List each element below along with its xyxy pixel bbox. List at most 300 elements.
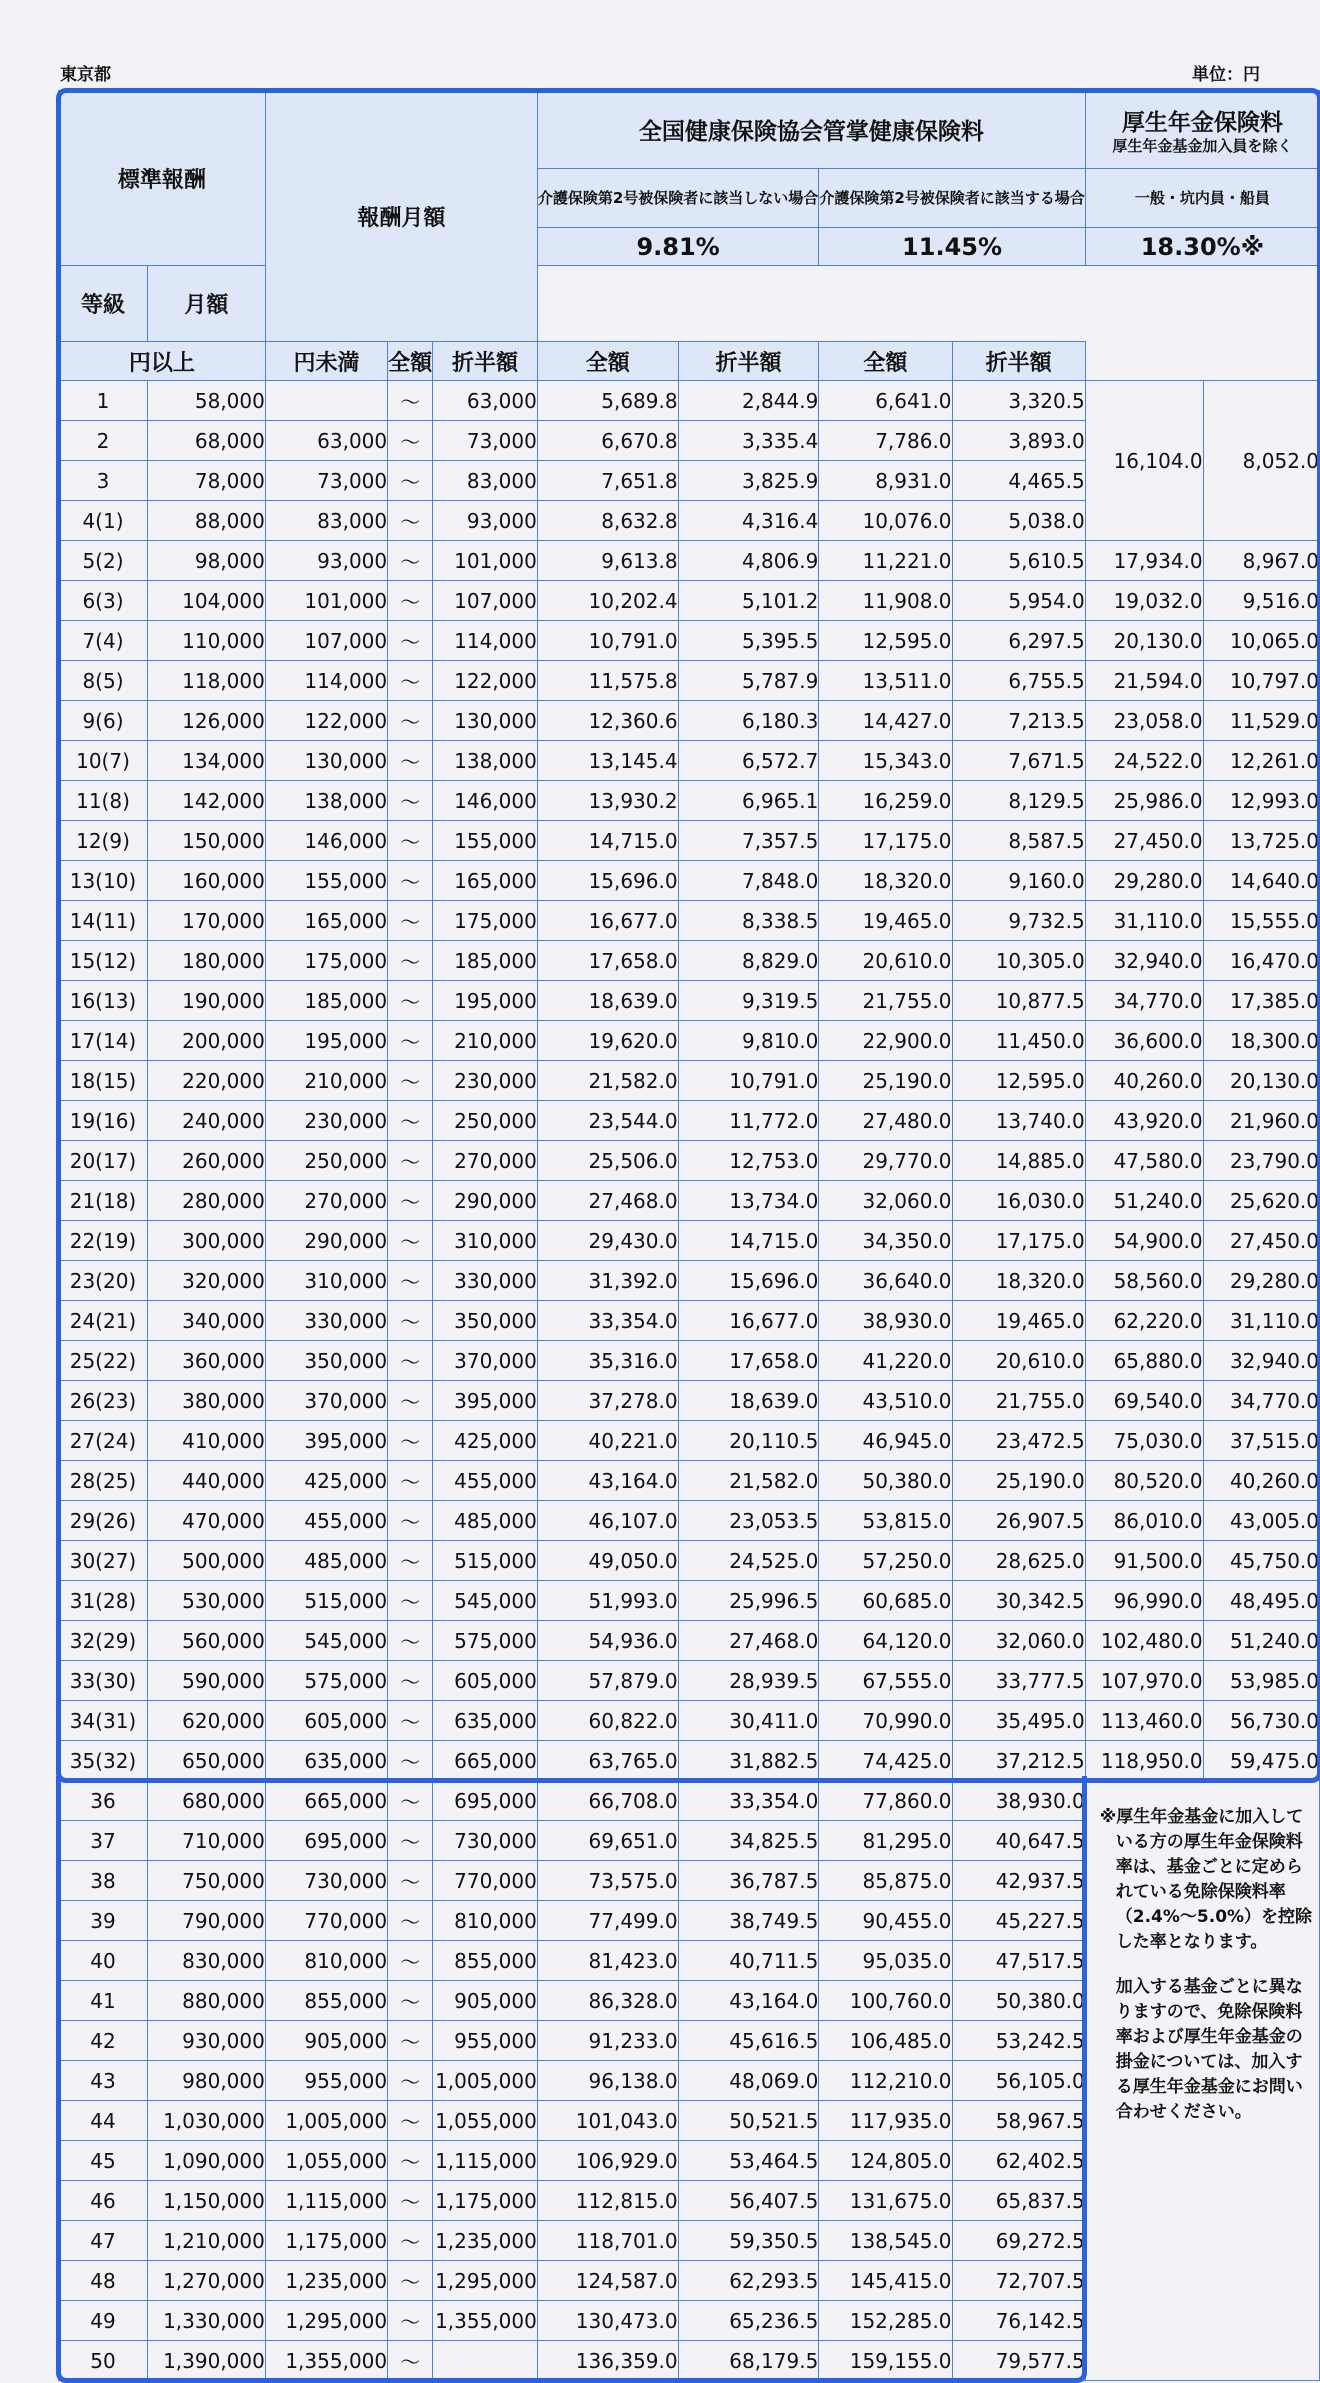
health-full-cell: 124,587.0 (537, 2261, 678, 2301)
health-half-cell: 12,753.0 (678, 1141, 819, 1181)
grade-cell: 13(10) (59, 861, 148, 901)
monthly-cell: 220,000 (147, 1061, 265, 1101)
health-full-cell: 101,043.0 (537, 2101, 678, 2141)
table-row (59, 1141, 1320, 1181)
range-from-cell: 1,235,000 (265, 2261, 387, 2301)
no-care-header: 介護保険第2号被保険者に該当しない場合 (537, 169, 818, 228)
range-from-cell: 1,115,000 (265, 2181, 387, 2221)
range-tilde: 〜 (388, 1901, 433, 1941)
care-full-cell: 20,610.0 (819, 941, 952, 981)
pension-full-cell: 34,770.0 (1085, 981, 1203, 1021)
range-to-cell: 107,000 (433, 581, 538, 621)
care-full-cell: 11,221.0 (819, 541, 952, 581)
monthly-cell: 440,000 (147, 1461, 265, 1501)
health-full-cell: 81,423.0 (537, 1941, 678, 1981)
monthly-cell: 560,000 (147, 1621, 265, 1661)
health-half-cell: 27,468.0 (678, 1621, 819, 1661)
care-half-cell: 17,175.0 (952, 1221, 1085, 1261)
pension-full-cell: 36,600.0 (1085, 1021, 1203, 1061)
range-to-cell: 1,055,000 (433, 2101, 538, 2141)
care-half-cell: 72,707.5 (952, 2261, 1085, 2301)
monthly-cell: 410,000 (147, 1421, 265, 1461)
range-tilde: 〜 (388, 1181, 433, 1221)
no-care-half-header: 折半額 (433, 342, 538, 381)
monthly-cell: 58,000 (147, 381, 265, 421)
range-from-cell: 210,000 (265, 1061, 387, 1101)
grade-cell: 32(29) (59, 1621, 148, 1661)
care-half-cell: 33,777.5 (952, 1661, 1085, 1701)
health-half-cell: 34,825.5 (678, 1821, 819, 1861)
range-from-cell: 635,000 (265, 1741, 387, 1781)
table-body (59, 381, 1320, 2381)
pension-half-cell: 32,940.0 (1203, 1341, 1319, 1381)
table-row (59, 1221, 1320, 1261)
health-full-cell: 112,815.0 (537, 2181, 678, 2221)
range-to-cell: 195,000 (433, 981, 538, 1021)
care-full-cell: 124,805.0 (819, 2141, 952, 2181)
range-tilde: 〜 (388, 541, 433, 581)
range-to-cell: 515,000 (433, 1541, 538, 1581)
health-full-cell: 19,620.0 (537, 1021, 678, 1061)
pension-full-cell: 51,240.0 (1085, 1181, 1203, 1221)
health-half-cell: 33,354.0 (678, 1781, 819, 1821)
health-half-cell: 9,810.0 (678, 1021, 819, 1061)
monthly-cell: 930,000 (147, 2021, 265, 2061)
rate-care: 11.45% (819, 228, 1085, 266)
care-full-cell: 32,060.0 (819, 1181, 952, 1221)
monthly-cell: 68,000 (147, 421, 265, 461)
range-from-cell: 330,000 (265, 1301, 387, 1341)
table-row (59, 1181, 1320, 1221)
range-from-cell: 114,000 (265, 661, 387, 701)
monthly-cell: 650,000 (147, 1741, 265, 1781)
grade-cell: 18(15) (59, 1061, 148, 1101)
care-full-cell: 17,175.0 (819, 821, 952, 861)
health-full-cell: 15,696.0 (537, 861, 678, 901)
monthly-cell: 150,000 (147, 821, 265, 861)
table-row (59, 1021, 1320, 1061)
pension-half-merged-cell: 8,052.0 (1203, 381, 1319, 541)
care-half-cell: 42,937.5 (952, 1861, 1085, 1901)
table-row (59, 581, 1320, 621)
range-tilde: 〜 (388, 861, 433, 901)
health-half-cell: 2,844.9 (678, 381, 819, 421)
grade-cell: 19(16) (59, 1101, 148, 1141)
care-half-cell: 3,893.0 (952, 421, 1085, 461)
monthly-cell: 470,000 (147, 1501, 265, 1541)
range-tilde: 〜 (388, 1941, 433, 1981)
care-half-cell: 56,105.0 (952, 2061, 1085, 2101)
grade-cell: 34(31) (59, 1701, 148, 1741)
range-to-cell: 370,000 (433, 1341, 538, 1381)
monthly-cell: 680,000 (147, 1781, 265, 1821)
range-tilde: 〜 (388, 981, 433, 1021)
range-tilde: 〜 (388, 1821, 433, 1861)
monthly-cell: 260,000 (147, 1141, 265, 1181)
care-half-header: 折半額 (678, 342, 819, 381)
care-half-cell: 32,060.0 (952, 1621, 1085, 1661)
monthly-cell: 98,000 (147, 541, 265, 581)
range-from-cell: 195,000 (265, 1021, 387, 1061)
pension-full-cell: 107,970.0 (1085, 1661, 1203, 1701)
range-from-cell: 138,000 (265, 781, 387, 821)
pension-half-cell: 20,130.0 (1203, 1061, 1319, 1101)
care-half-cell: 47,517.5 (952, 1941, 1085, 1981)
range-to-cell: 1,355,000 (433, 2301, 538, 2341)
health-full-cell: 96,138.0 (537, 2061, 678, 2101)
care-full-cell: 10,076.0 (819, 501, 952, 541)
grade-cell: 31(28) (59, 1581, 148, 1621)
monthly-cell: 134,000 (147, 741, 265, 781)
pension-half-cell: 29,280.0 (1203, 1261, 1319, 1301)
pension-subtitle: 厚生年金基金加入員を除く (1112, 137, 1293, 155)
range-tilde: 〜 (388, 1101, 433, 1141)
care-half-cell: 69,272.5 (952, 2221, 1085, 2261)
health-full-cell: 77,499.0 (537, 1901, 678, 1941)
care-full-cell: 152,285.0 (819, 2301, 952, 2341)
range-to-cell: 93,000 (433, 501, 538, 541)
health-full-cell: 43,164.0 (537, 1461, 678, 1501)
care-half-cell: 3,320.5 (952, 381, 1085, 421)
pension-half-cell: 34,770.0 (1203, 1381, 1319, 1421)
pension-full-cell: 96,990.0 (1085, 1581, 1203, 1621)
health-full-cell: 29,430.0 (537, 1221, 678, 1261)
pay-range-header: 報酬月額 (265, 91, 537, 342)
health-half-cell: 38,749.5 (678, 1901, 819, 1941)
care-half-cell: 18,320.0 (952, 1261, 1085, 1301)
range-to-cell: 83,000 (433, 461, 538, 501)
table-row (59, 701, 1320, 741)
health-full-cell: 12,360.6 (537, 701, 678, 741)
range-to-cell: 1,005,000 (433, 2061, 538, 2101)
grade-cell: 48 (59, 2261, 148, 2301)
care-half-cell: 25,190.0 (952, 1461, 1085, 1501)
monthly-cell: 190,000 (147, 981, 265, 1021)
care-full-cell: 100,760.0 (819, 1981, 952, 2021)
pension-full-cell: 17,934.0 (1085, 541, 1203, 581)
care-full-cell: 14,427.0 (819, 701, 952, 741)
range-from-cell: 515,000 (265, 1581, 387, 1621)
health-full-cell: 118,701.0 (537, 2221, 678, 2261)
range-to-cell: 395,000 (433, 1381, 538, 1421)
range-from-cell: 855,000 (265, 1981, 387, 2021)
range-to-cell: 635,000 (433, 1701, 538, 1741)
pension-title: 厚生年金保険料 (1121, 110, 1283, 136)
range-to-cell: 665,000 (433, 1741, 538, 1781)
health-full-cell: 13,930.2 (537, 781, 678, 821)
pension-full-cell: 86,010.0 (1085, 1501, 1203, 1541)
pension-full-cell: 91,500.0 (1085, 1541, 1203, 1581)
pension-half-cell: 43,005.0 (1203, 1501, 1319, 1541)
monthly-cell: 530,000 (147, 1581, 265, 1621)
range-to-cell: 230,000 (433, 1061, 538, 1101)
health-half-cell: 56,407.5 (678, 2181, 819, 2221)
monthly-cell: 300,000 (147, 1221, 265, 1261)
range-from-cell: 101,000 (265, 581, 387, 621)
range-from-cell: 730,000 (265, 1861, 387, 1901)
table-row (59, 901, 1320, 941)
health-half-cell: 13,734.0 (678, 1181, 819, 1221)
health-full-cell: 9,613.8 (537, 541, 678, 581)
range-from-cell: 175,000 (265, 941, 387, 981)
pension-half-cell: 9,516.0 (1203, 581, 1319, 621)
health-half-cell: 6,572.7 (678, 741, 819, 781)
grade-cell: 37 (59, 1821, 148, 1861)
monthly-cell: 240,000 (147, 1101, 265, 1141)
range-tilde: 〜 (388, 1621, 433, 1661)
table-row (59, 1421, 1320, 1461)
pension-full-cell: 20,130.0 (1085, 621, 1203, 661)
range-to-cell: 290,000 (433, 1181, 538, 1221)
monthly-cell: 118,000 (147, 661, 265, 701)
pension-full-cell: 43,920.0 (1085, 1101, 1203, 1141)
table-row (59, 1381, 1320, 1421)
pension-half-cell: 40,260.0 (1203, 1461, 1319, 1501)
health-half-cell: 14,715.0 (678, 1221, 819, 1261)
health-half-cell: 5,787.9 (678, 661, 819, 701)
range-tilde: 〜 (388, 1861, 433, 1901)
grade-cell: 22(19) (59, 1221, 148, 1261)
range-to-cell: 114,000 (433, 621, 538, 661)
monthly-cell: 280,000 (147, 1181, 265, 1221)
pension-half-cell: 16,470.0 (1203, 941, 1319, 981)
pension-full-cell: 118,950.0 (1085, 1741, 1203, 1781)
health-half-cell: 23,053.5 (678, 1501, 819, 1541)
table-row (59, 541, 1320, 581)
pension-half-cell: 45,750.0 (1203, 1541, 1319, 1581)
monthly-cell: 1,090,000 (147, 2141, 265, 2181)
health-half-cell: 28,939.5 (678, 1661, 819, 1701)
grade-cell: 45 (59, 2141, 148, 2181)
grade-cell: 16(13) (59, 981, 148, 1021)
table-row (59, 781, 1320, 821)
grade-cell: 2 (59, 421, 148, 461)
range-tilde: 〜 (388, 701, 433, 741)
range-to-cell: 310,000 (433, 1221, 538, 1261)
health-half-cell: 45,616.5 (678, 2021, 819, 2061)
range-tilde: 〜 (388, 2301, 433, 2341)
pension-half-cell: 10,065.0 (1203, 621, 1319, 661)
pension-half-cell: 14,640.0 (1203, 861, 1319, 901)
to-header: 円未満 (265, 342, 387, 381)
monthly-cell: 590,000 (147, 1661, 265, 1701)
table-row (59, 861, 1320, 901)
monthly-cell: 180,000 (147, 941, 265, 981)
pension-full-header: 全額 (819, 342, 952, 381)
range-tilde: 〜 (388, 941, 433, 981)
footnote-paragraph-2: 加入する基金ごとに異なりますので、免除保険料率および厚生年金基金の掛金については、加入する厚生年金基金にお問い合わせください。 (1115, 1977, 1303, 2122)
care-full-cell: 18,320.0 (819, 861, 952, 901)
table-row (59, 1581, 1320, 1621)
health-full-cell: 11,575.8 (537, 661, 678, 701)
care-half-cell: 62,402.5 (952, 2141, 1085, 2181)
health-half-cell: 62,293.5 (678, 2261, 819, 2301)
care-full-header: 全額 (537, 342, 678, 381)
range-to-cell: 122,000 (433, 661, 538, 701)
pension-full-cell: 54,900.0 (1085, 1221, 1203, 1261)
grade-cell: 50 (59, 2341, 148, 2381)
range-tilde: 〜 (388, 1301, 433, 1341)
care-half-cell: 13,740.0 (952, 1101, 1085, 1141)
premium-table (58, 90, 1320, 2381)
range-from-cell: 63,000 (265, 421, 387, 461)
premium-table-wrapper (58, 90, 1320, 2381)
health-full-cell: 130,473.0 (537, 2301, 678, 2341)
care-half-cell: 21,755.0 (952, 1381, 1085, 1421)
care-half-cell: 35,495.0 (952, 1701, 1085, 1741)
care-full-cell: 138,545.0 (819, 2221, 952, 2261)
care-full-cell: 159,155.0 (819, 2341, 952, 2381)
pension-half-cell: 53,985.0 (1203, 1661, 1319, 1701)
health-full-cell: 6,670.8 (537, 421, 678, 461)
from-header: 円以上 (59, 342, 266, 381)
care-full-cell: 13,511.0 (819, 661, 952, 701)
range-tilde: 〜 (388, 1061, 433, 1101)
range-from-cell (265, 381, 387, 421)
health-half-cell: 8,338.5 (678, 901, 819, 941)
care-full-cell: 11,908.0 (819, 581, 952, 621)
pension-title-header (1085, 91, 1319, 169)
care-half-cell: 26,907.5 (952, 1501, 1085, 1541)
health-half-cell: 40,711.5 (678, 1941, 819, 1981)
health-half-cell: 50,521.5 (678, 2101, 819, 2141)
range-to-cell: 605,000 (433, 1661, 538, 1701)
grade-cell: 35(32) (59, 1741, 148, 1781)
range-tilde: 〜 (388, 501, 433, 541)
monthly-cell: 340,000 (147, 1301, 265, 1341)
monthly-cell: 880,000 (147, 1981, 265, 2021)
range-to-cell: 485,000 (433, 1501, 538, 1541)
range-tilde: 〜 (388, 661, 433, 701)
grade-cell: 6(3) (59, 581, 148, 621)
table-row (59, 741, 1320, 781)
pension-full-cell: 62,220.0 (1085, 1301, 1203, 1341)
table-row (59, 1301, 1320, 1341)
grade-cell: 21(18) (59, 1181, 148, 1221)
range-from-cell: 545,000 (265, 1621, 387, 1661)
health-half-cell: 3,825.9 (678, 461, 819, 501)
health-half-cell: 4,316.4 (678, 501, 819, 541)
range-from-cell: 455,000 (265, 1501, 387, 1541)
grade-cell: 4(1) (59, 501, 148, 541)
care-full-cell: 81,295.0 (819, 1821, 952, 1861)
monthly-cell: 710,000 (147, 1821, 265, 1861)
table-row (59, 1701, 1320, 1741)
monthly-cell: 320,000 (147, 1261, 265, 1301)
grade-cell: 17(14) (59, 1021, 148, 1061)
range-to-cell: 63,000 (433, 381, 538, 421)
range-from-cell: 122,000 (265, 701, 387, 741)
grade-cell: 38 (59, 1861, 148, 1901)
pension-half-cell: 12,261.0 (1203, 741, 1319, 781)
table-header (59, 91, 1320, 381)
range-to-cell: 955,000 (433, 2021, 538, 2061)
pension-class-header: 一般・坑内員・船員 (1085, 169, 1319, 228)
range-from-cell: 155,000 (265, 861, 387, 901)
health-title-header: 全国健康保険協会管掌健康保険料 (537, 91, 1085, 169)
range-from-cell: 130,000 (265, 741, 387, 781)
monthly-cell: 1,390,000 (147, 2341, 265, 2381)
range-tilde: 〜 (388, 421, 433, 461)
range-tilde: 〜 (388, 1461, 433, 1501)
health-full-cell: 63,765.0 (537, 1741, 678, 1781)
range-from-cell: 485,000 (265, 1541, 387, 1581)
pension-half-cell: 11,529.0 (1203, 701, 1319, 741)
range-from-cell: 695,000 (265, 1821, 387, 1861)
health-half-cell: 53,464.5 (678, 2141, 819, 2181)
care-full-cell: 74,425.0 (819, 1741, 952, 1781)
care-half-cell: 8,129.5 (952, 781, 1085, 821)
health-full-cell: 35,316.0 (537, 1341, 678, 1381)
care-full-cell: 85,875.0 (819, 1861, 952, 1901)
pension-full-cell: 23,058.0 (1085, 701, 1203, 741)
pension-half-cell: 37,515.0 (1203, 1421, 1319, 1461)
health-half-cell: 16,677.0 (678, 1301, 819, 1341)
grade-cell: 5(2) (59, 541, 148, 581)
health-full-cell: 46,107.0 (537, 1501, 678, 1541)
pension-full-cell: 21,594.0 (1085, 661, 1203, 701)
range-from-cell: 1,355,000 (265, 2341, 387, 2381)
monthly-cell: 78,000 (147, 461, 265, 501)
grade-cell: 12(9) (59, 821, 148, 861)
health-full-cell: 136,359.0 (537, 2341, 678, 2381)
region-label: 東京都 (60, 65, 111, 85)
pension-half-cell: 27,450.0 (1203, 1221, 1319, 1261)
care-full-cell: 46,945.0 (819, 1421, 952, 1461)
range-tilde: 〜 (388, 2021, 433, 2061)
range-tilde: 〜 (388, 1381, 433, 1421)
care-full-cell: 131,675.0 (819, 2181, 952, 2221)
health-full-cell: 91,233.0 (537, 2021, 678, 2061)
pension-half-cell: 51,240.0 (1203, 1621, 1319, 1661)
health-full-cell: 27,468.0 (537, 1181, 678, 1221)
care-full-cell: 90,455.0 (819, 1901, 952, 1941)
monthly-cell: 110,000 (147, 621, 265, 661)
care-full-cell: 95,035.0 (819, 1941, 952, 1981)
health-half-cell: 18,639.0 (678, 1381, 819, 1421)
health-half-cell: 5,395.5 (678, 621, 819, 661)
health-half-cell: 5,101.2 (678, 581, 819, 621)
care-half-cell: 40,647.5 (952, 1821, 1085, 1861)
pension-full-cell: 29,280.0 (1085, 861, 1203, 901)
care-half-cell: 58,967.5 (952, 2101, 1085, 2141)
care-full-cell: 106,485.0 (819, 2021, 952, 2061)
care-full-cell: 29,770.0 (819, 1141, 952, 1181)
care-half-cell: 5,610.5 (952, 541, 1085, 581)
pension-half-cell: 21,960.0 (1203, 1101, 1319, 1141)
table-row (59, 1661, 1320, 1701)
care-half-cell: 10,305.0 (952, 941, 1085, 981)
health-full-cell: 51,993.0 (537, 1581, 678, 1621)
health-full-cell: 37,278.0 (537, 1381, 678, 1421)
range-to-cell: 1,295,000 (433, 2261, 538, 2301)
pension-half-cell: 59,475.0 (1203, 1741, 1319, 1781)
notes-area (1085, 1781, 1319, 2381)
care-full-cell: 64,120.0 (819, 1621, 952, 1661)
range-tilde: 〜 (388, 1261, 433, 1301)
pension-full-cell: 47,580.0 (1085, 1141, 1203, 1181)
range-from-cell: 665,000 (265, 1781, 387, 1821)
pension-half-cell: 12,993.0 (1203, 781, 1319, 821)
health-half-cell: 4,806.9 (678, 541, 819, 581)
range-to-cell: 130,000 (433, 701, 538, 741)
monthly-cell: 1,150,000 (147, 2181, 265, 2221)
health-half-cell: 3,335.4 (678, 421, 819, 461)
care-half-cell: 45,227.5 (952, 1901, 1085, 1941)
care-full-cell: 19,465.0 (819, 901, 952, 941)
care-full-cell: 27,480.0 (819, 1101, 952, 1141)
monthly-cell: 980,000 (147, 2061, 265, 2101)
